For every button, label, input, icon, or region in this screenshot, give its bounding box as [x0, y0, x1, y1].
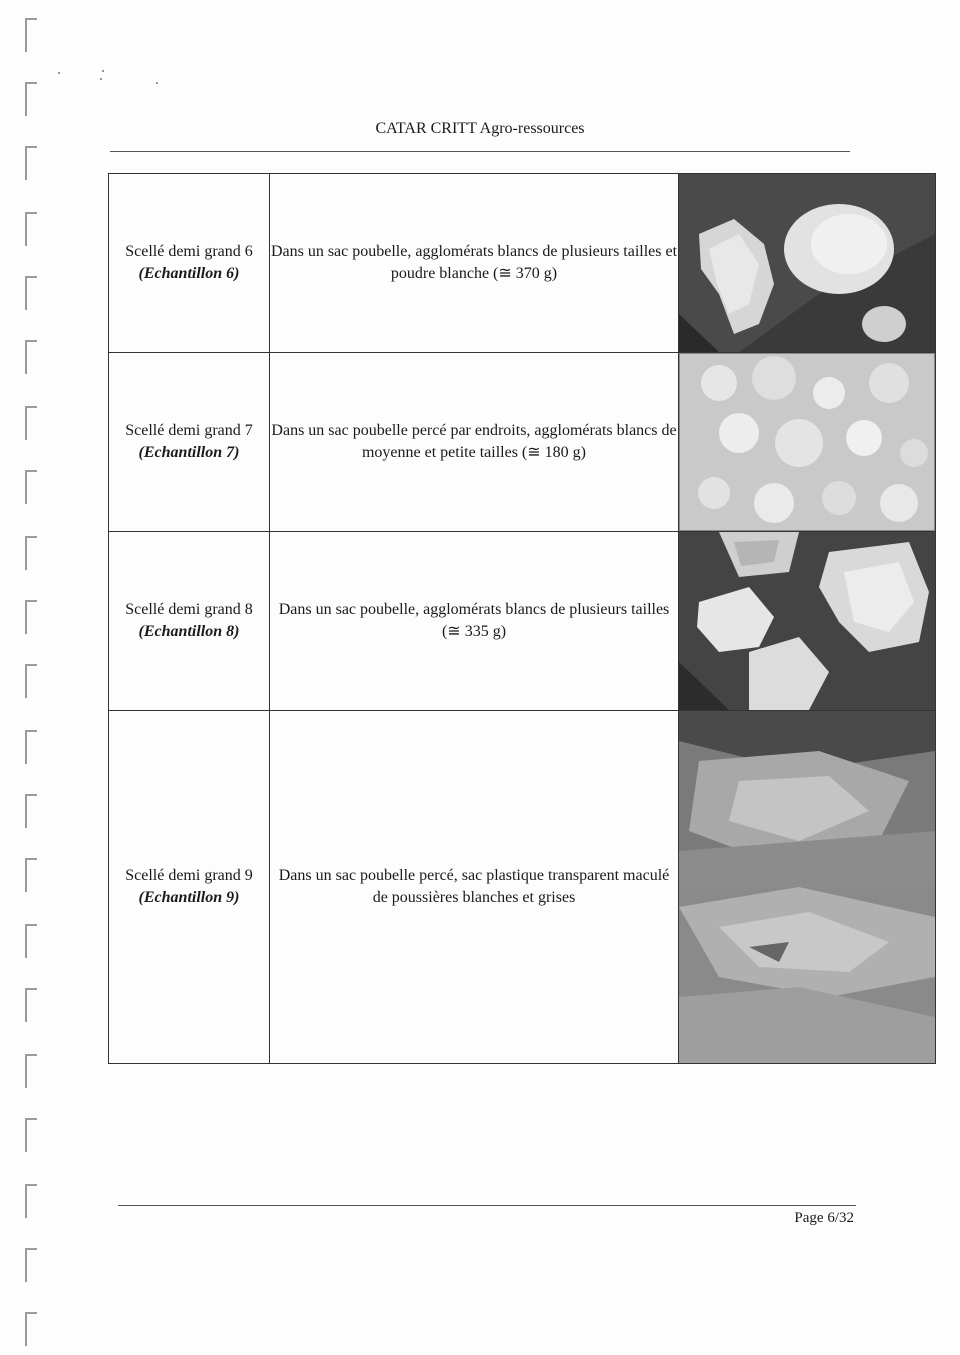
binder-ring — [25, 406, 37, 440]
footer-rule — [118, 1205, 856, 1206]
binder-ring — [25, 664, 37, 698]
binder-ring — [25, 794, 37, 828]
header-title: CATAR CRITT Agro-ressources — [375, 120, 585, 137]
binder-ring — [25, 18, 37, 52]
binder-ring — [25, 82, 37, 116]
seal-label: Scellé demi grand 8 — [125, 601, 253, 618]
binder-ring — [25, 1118, 37, 1152]
binder-ring — [25, 600, 37, 634]
description-text: Dans un sac poubelle percé, sac plastique transparent maculé de poussières blanches et grises — [278, 867, 670, 906]
binder-ring — [25, 1054, 37, 1088]
binder-ring — [25, 146, 37, 180]
table-row — [109, 532, 936, 711]
scan-speck — [102, 70, 104, 72]
header-rule — [110, 151, 850, 152]
samples-table — [108, 173, 936, 1064]
sample-photo — [679, 174, 935, 352]
binder-ring — [25, 470, 37, 504]
seal-label: Scellé demi grand 6 — [125, 243, 253, 260]
binder-ring — [25, 1248, 37, 1282]
description-cell — [270, 174, 679, 353]
binder-ring — [25, 988, 37, 1022]
binder-ring — [25, 276, 37, 310]
sample-label: (Echantillon 6) — [138, 265, 240, 282]
description-text: Dans un sac poubelle percé par endroits, agglomérats blancs de moyenne et petite tailles (≅ 180 g) — [271, 422, 677, 461]
binder-ring — [25, 730, 37, 764]
table-row — [109, 174, 936, 353]
sample-label: (Echantillon 7) — [138, 444, 240, 461]
seal-cell — [109, 532, 270, 711]
seal-cell — [109, 711, 270, 1064]
description-text: Dans un sac poubelle, agglomérats blancs de plusieurs tailles (≅ 335 g) — [278, 601, 670, 640]
seal-cell — [109, 353, 270, 532]
binder-ring — [25, 858, 37, 892]
scan-speck — [58, 72, 60, 74]
seal-label: Scellé demi grand 7 — [125, 422, 253, 439]
sample-photo — [679, 887, 935, 1063]
photo-cell — [679, 711, 936, 1064]
binder-ring — [25, 1184, 37, 1218]
photo-cell — [679, 353, 936, 532]
description-cell — [270, 532, 679, 711]
photo-cell — [679, 532, 936, 711]
sample-photo — [679, 532, 935, 710]
table-row — [109, 711, 936, 1064]
binder-ring — [25, 536, 37, 570]
sample-photo — [679, 711, 935, 887]
binder-ring — [25, 924, 37, 958]
description-text: Dans un sac poubelle, agglomérats blancs de plusieurs tailles et poudre blanche (≅ 370 g) — [270, 243, 678, 282]
sample-label: (Echantillon 9) — [138, 889, 240, 906]
scan-speck — [100, 78, 102, 80]
sample-photo — [679, 353, 935, 531]
seal-label: Scellé demi grand 9 — [125, 867, 253, 884]
description-cell — [270, 711, 679, 1064]
scan-speck — [156, 82, 158, 84]
table-row — [109, 353, 936, 532]
seal-cell — [109, 174, 270, 353]
page-number: Page 6/32 — [794, 1210, 854, 1226]
photo-cell — [679, 174, 936, 353]
description-cell — [270, 353, 679, 532]
binder-ring — [25, 1312, 37, 1346]
binder-ring — [25, 212, 37, 246]
sample-label: (Echantillon 8) — [138, 623, 240, 640]
binder-ring — [25, 340, 37, 374]
